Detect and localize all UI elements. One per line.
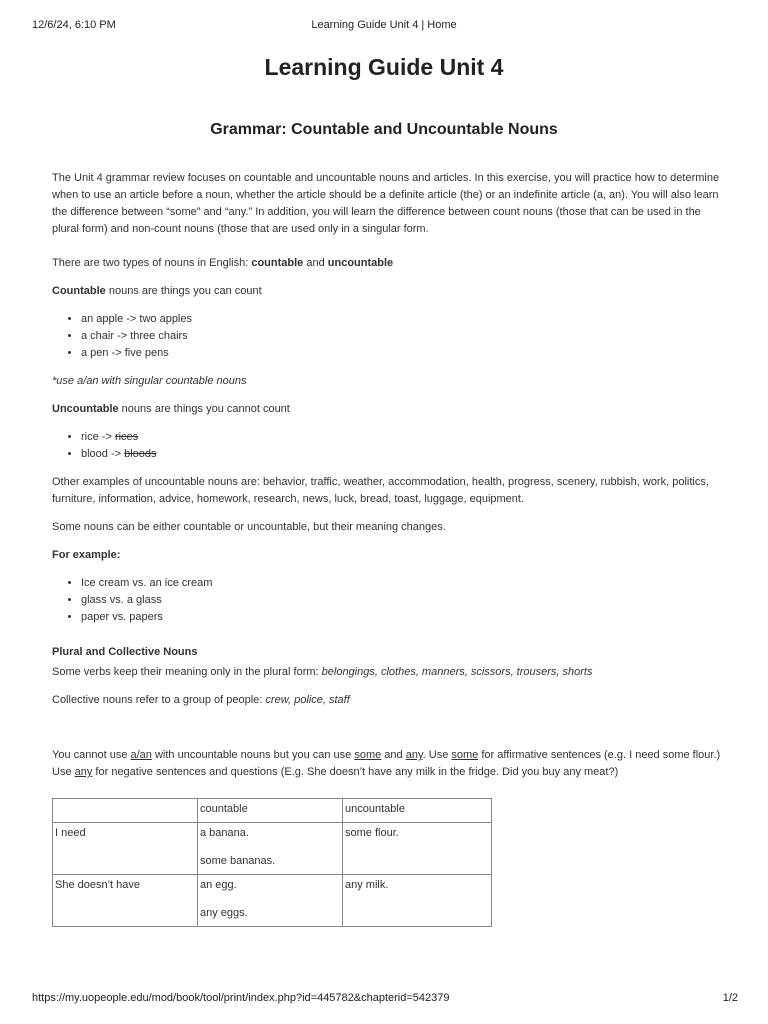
some-any-underlined: any bbox=[405, 749, 423, 761]
uncountable-definition bbox=[52, 401, 722, 418]
for-example-bold: For example: bbox=[52, 549, 121, 561]
plural-examples: belongings, clothes, manners, scissors, trousers, shorts bbox=[321, 666, 593, 678]
uncountable-item-text: rice -> bbox=[81, 431, 115, 443]
uncountable-examples: Other examples of uncountable nouns are: behavior, traffic, weather, accommodation, health, progress, scenery, rubbish, work, politics, furniture, information, advice, homework, research, news, luck, bread, toast, luggage, equipment. bbox=[52, 476, 709, 505]
list-item bbox=[81, 429, 722, 446]
some-any-text: . Use bbox=[422, 749, 452, 761]
some-any-underlined: a/an bbox=[130, 749, 152, 761]
plural-heading bbox=[52, 644, 722, 661]
print-date: 12/6/24, 6:10 PM bbox=[32, 19, 116, 31]
either-paragraph: Some nouns can be either countable or uncountable, but their meaning changes. bbox=[52, 521, 446, 533]
for-example-label bbox=[52, 547, 722, 564]
page-title: Learning Guide Unit 4 bbox=[264, 54, 504, 80]
table-header-cell: uncountable bbox=[343, 799, 492, 823]
table-cell-line: an egg. bbox=[200, 879, 237, 891]
table-row bbox=[53, 823, 492, 875]
countable-rest: nouns are things you can count bbox=[105, 285, 262, 297]
example-list bbox=[52, 575, 722, 626]
collective-paragraph bbox=[52, 692, 722, 709]
noun-types-prefix: There are two types of nouns in English: bbox=[52, 257, 252, 269]
print-footer bbox=[32, 992, 738, 1006]
uncountable-item-struck: rices bbox=[114, 431, 139, 443]
some-any-text: for affirmative sentences (e.g. I need some flour.) Use bbox=[52, 749, 721, 778]
print-header bbox=[32, 19, 736, 33]
table-row-label: She doesn’t have bbox=[53, 875, 198, 927]
table-header-cell bbox=[53, 799, 198, 823]
countable-bold: Countable bbox=[52, 285, 106, 297]
some-any-text: for negative sentences and questions (E.g. She doesn’t have any milk in the fridge. Did you buy any meat?) bbox=[92, 766, 619, 778]
table-cell-line: some bananas. bbox=[200, 855, 276, 867]
table-header-row bbox=[53, 799, 492, 823]
table-cell-countable bbox=[198, 823, 343, 875]
table-cell-line: a banana. bbox=[200, 827, 249, 839]
plural-heading-bold: Plural and Collective Nouns bbox=[52, 646, 198, 658]
main-content bbox=[52, 170, 722, 781]
some-any-underlined: some bbox=[354, 749, 382, 761]
list-item: • glass vs. a glass bbox=[81, 592, 722, 609]
print-url: https://my.uopeople.edu/mod/book/tool/print/index.php?id=445782&chapterid=542379 bbox=[32, 992, 450, 1004]
table-cell-uncountable: any milk. bbox=[343, 875, 492, 927]
noun-types-and: and bbox=[303, 257, 328, 269]
countable-definition bbox=[52, 283, 722, 300]
some-any-text: and bbox=[381, 749, 406, 761]
examples-table bbox=[52, 798, 492, 927]
table-cell-line: any eggs. bbox=[200, 907, 248, 919]
uncountable-item-struck: bloods bbox=[124, 448, 157, 460]
page-number: 1/2 bbox=[722, 992, 738, 1004]
some-any-underlined: any bbox=[74, 766, 93, 778]
countable-list bbox=[52, 311, 722, 362]
list-item: • an apple -> two apples bbox=[81, 311, 722, 328]
countable-note-text: *use a/an with singular countable nouns bbox=[52, 375, 247, 387]
countable-note bbox=[52, 373, 722, 390]
noun-types-uncountable: uncountable bbox=[327, 257, 394, 269]
uncountable-bold: Uncountable bbox=[52, 403, 119, 415]
table-row-label: I need bbox=[53, 823, 198, 875]
print-title: Learning Guide Unit 4 | Home bbox=[311, 19, 457, 31]
list-item: • Ice cream vs. an ice cream bbox=[81, 575, 722, 592]
plural-prefix: Some verbs keep their meaning only in the plural form: bbox=[52, 666, 322, 678]
table-row bbox=[53, 875, 492, 927]
list-item: • a pen -> five pens bbox=[81, 345, 722, 362]
list-item bbox=[81, 446, 722, 463]
noun-types-countable: countable bbox=[251, 257, 304, 269]
some-any-paragraph bbox=[52, 747, 722, 781]
collective-prefix: Collective nouns refer to a group of people: bbox=[52, 694, 266, 706]
some-any-underlined: some bbox=[451, 749, 479, 761]
some-any-text: You cannot use bbox=[52, 749, 131, 761]
intro-paragraph: The Unit 4 grammar review focuses on countable and uncountable nouns and articles. In this exercise, you will practice how to determine when to use an article before a noun, whether the article should be a definite article (the) or an indefinite article (a, an). You will also learn the difference between “some” and “any.” In addition, you will learn the difference between count nouns (those that can be used in the plural form) and non-count nouns (those that are used only in a singular form. bbox=[52, 172, 720, 235]
uncountable-rest: nouns are things you cannot count bbox=[118, 403, 290, 415]
list-item: • a chair -> three chairs bbox=[81, 328, 722, 345]
uncountable-list bbox=[52, 429, 722, 463]
collective-examples: crew, police, staff bbox=[265, 694, 350, 706]
some-any-text: with uncountable nouns but you can use bbox=[151, 749, 355, 761]
uncountable-item-text: blood -> bbox=[81, 448, 125, 460]
noun-types-paragraph bbox=[52, 255, 722, 272]
table-cell-countable bbox=[198, 875, 343, 927]
table-cell-uncountable: some flour. bbox=[343, 823, 492, 875]
table-header-cell: countable bbox=[198, 799, 343, 823]
plural-paragraph bbox=[52, 664, 722, 681]
list-item: • paper vs. papers bbox=[81, 609, 722, 626]
section-title: Grammar: Countable and Uncountable Nouns bbox=[210, 121, 558, 138]
